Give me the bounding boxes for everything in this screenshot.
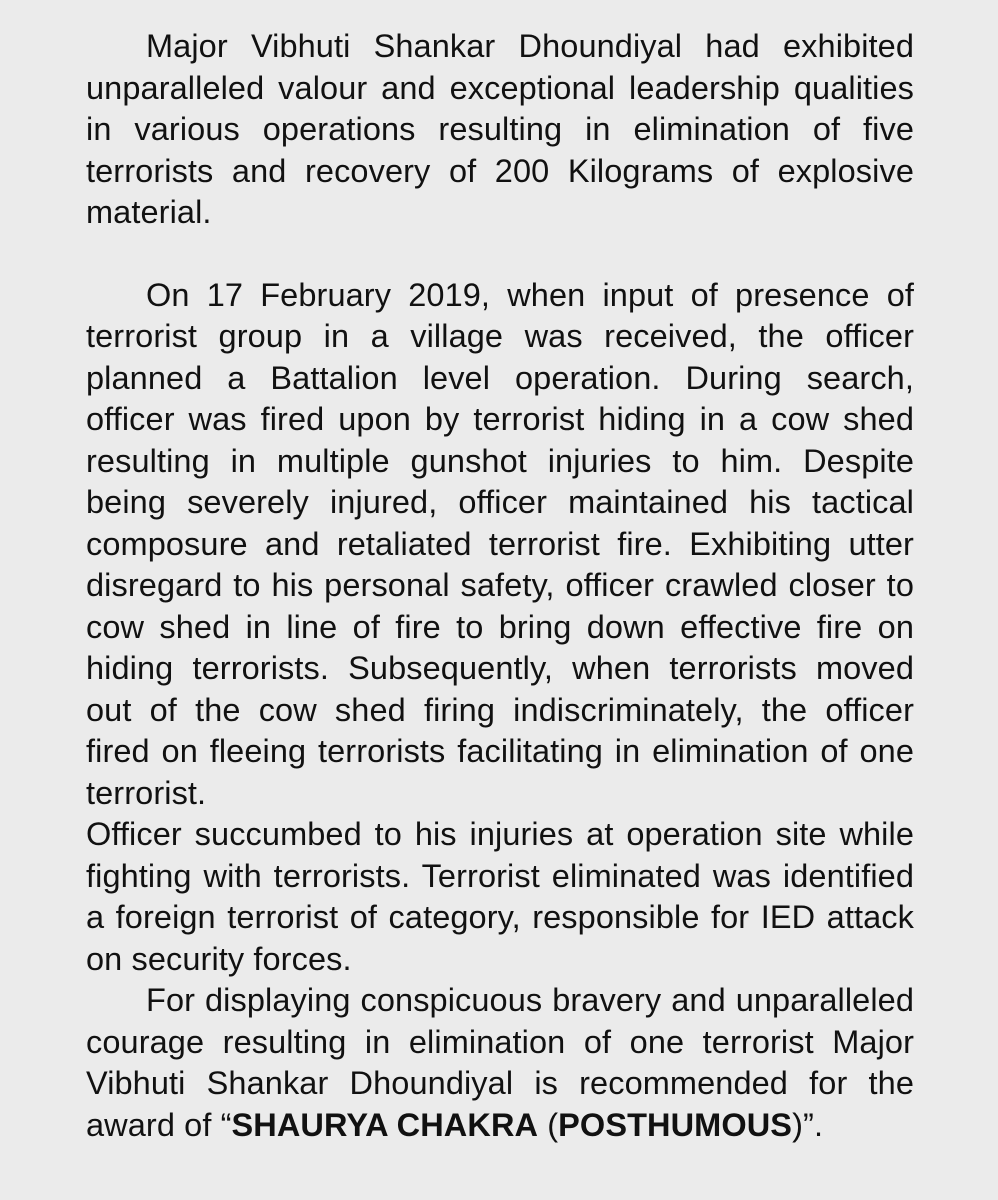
open-paren: ( bbox=[538, 1106, 559, 1143]
paragraph-award-recommendation bbox=[86, 980, 914, 1146]
recommendation-text: For displaying conspicuous bravery and unparalleled courage resulting in elimination of one terrorist Major Vibhuti Shankar Dhoundiyal is recommended for the award of “ bbox=[86, 982, 914, 1143]
posthumous-status: POSTHUMOUS bbox=[558, 1106, 793, 1143]
paragraph-operation-account bbox=[86, 275, 914, 981]
paragraph-valour-summary: Major Vibhuti Shankar Dhoundiyal had exhibited unparalleled valour and exceptional leadership qualities in various operations resulting in elimination of five terrorists and recovery of 200 Kilograms of explosive material. bbox=[86, 28, 914, 230]
award-name: SHAURYA CHAKRA bbox=[231, 1106, 539, 1143]
officer-succumbed-text: Officer succumbed to his injuries at operation site while fighting with terrorists. Terrorist eliminated was identified a foreign terrorist of category, responsible for IED attack on security forces. bbox=[86, 816, 914, 977]
operation-account-text: On 17 February 2019, when input of presence of terrorist group in a village was received, the officer planned a Battalion level operation. During search, officer was fired upon by terrorist hiding in a cow shed resulting in multiple gunshot injuries to him. Despite being severely injured, officer maintained his tactical composure and retaliated terrorist fire. Exhibiting utter disregard to his personal safety, officer crawled closer to cow shed in line of fire to bring down effective fire on hiding terrorists. Subsequently, when terrorists moved out of the cow shed firing indiscriminately, the officer fired on fleeing terrorists facilitating in elimination of one terrorist. bbox=[86, 276, 914, 811]
paragraph-spacer bbox=[86, 234, 914, 275]
closing-quote: )”. bbox=[792, 1106, 824, 1143]
